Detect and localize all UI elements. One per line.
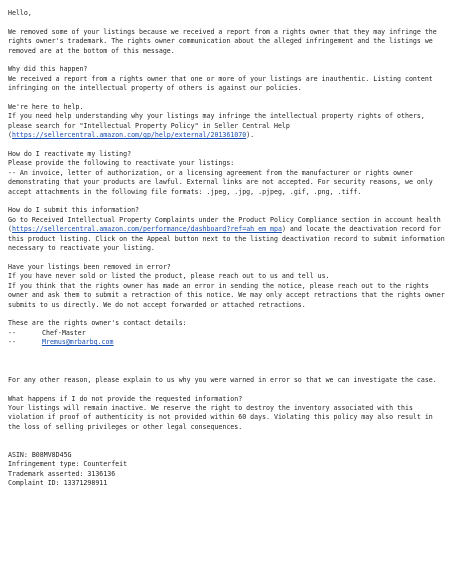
trademark-asserted: Trademark asserted: 3136136 (8, 469, 116, 478)
reactivate-item: -- An invoice, letter of authorization, or a licensing agreement from the manufacturer or rights owner demonstrating that your products are lawful. External links are not accepted. For security reasons, we only accept attachments in the following file formats: .jpeg, .jpg, .pjpeg, .gif, .png, .tiff. (8, 168, 437, 196)
not-provide-body: Your listings will remain inactive. We reserve the right to destroy the inventory associated with this violation if proof of authenticity is not provided within 60 days. Violating this policy may also result in the loss of selling privileges or other legal consequences. (8, 403, 437, 431)
contact-heading: These are the rights owner's contact details: (8, 319, 187, 328)
submit-body: Go to Received Intellectual Property Complaints under the Product Policy Compliance section in account health (https://sellercentral.amazon.com/performance/dashboard?ref=ah_em_mpa) and locate the deactivation record for this product listing. Click on the Appeal button next to the listing deactivation record to submit information necessary to reactivate your listing. (8, 215, 449, 253)
why-body: We received a report from a rights owner that one or more of your listings are inauthentic. Listing content infringing on the intellectual property of others is against our policies. (8, 74, 437, 93)
help-heading: We're here to help. (8, 103, 84, 112)
contact-dash: -- (8, 338, 16, 347)
not-provide-heading: What happens if I do not provide the requested information? (8, 394, 243, 403)
submit-heading: How do I submit this information? (8, 206, 140, 215)
contact-dash: -- (8, 328, 16, 337)
reactivate-intro: Please provide the following to reactivate your listings: (8, 159, 235, 168)
reactivate-heading: How do I reactivate my listing? (8, 150, 132, 159)
complaint-id: Complaint ID: 13371298911 (8, 479, 108, 488)
greeting: Hello, (8, 9, 32, 17)
help-body: If you need help understanding why your listings may infringe the intellectual property rights of others, please search for "Intellectual Property Policy" in Seller Central Help (https://sellercentral.amazon.com/gp/help/external/201361070). (8, 112, 429, 140)
contact-name: Chef-Master (42, 328, 86, 337)
why-heading: Why did this happen? (8, 65, 88, 74)
asin: ASIN: B08MV8D45G (8, 450, 72, 459)
error-line-1: If you have never sold or listed the product, please reach out to us and tell us. (8, 272, 330, 281)
contact-email-row (8, 338, 446, 347)
intro-paragraph: We removed some of your listings because we received a report from a rights owner that they may infringe the rights owner's trademark. The rights owner communication about the alleged infringement and the listings we removed are at the bottom of this message. (8, 27, 441, 55)
infringement-type: Infringement type: Counterfeit (8, 460, 128, 469)
contact-email-link[interactable]: Mremus@mrbarbq.com (42, 338, 114, 347)
other-reason: For any other reason, please explain to us why you were warned in error so that we can investigate the case. (8, 375, 437, 384)
error-heading: Have your listings been removed in error? (8, 262, 171, 271)
help-link[interactable]: https://sellercentral.amazon.com/gp/help/external/201361070 (11, 131, 247, 140)
contact-name-row (8, 329, 446, 338)
error-line-2: If you think that the rights owner has made an error in sending the notice, please reach out to the rights owner and ask them to submit a retraction of this notice. We may only accept retractions that the rights owner submits to us directly. We do not accept forwarded or attached retractions. (8, 281, 449, 309)
account-health-link[interactable]: https://sellercentral.amazon.com/performance/dashboard?ref=ah_em_mpa (11, 225, 282, 234)
